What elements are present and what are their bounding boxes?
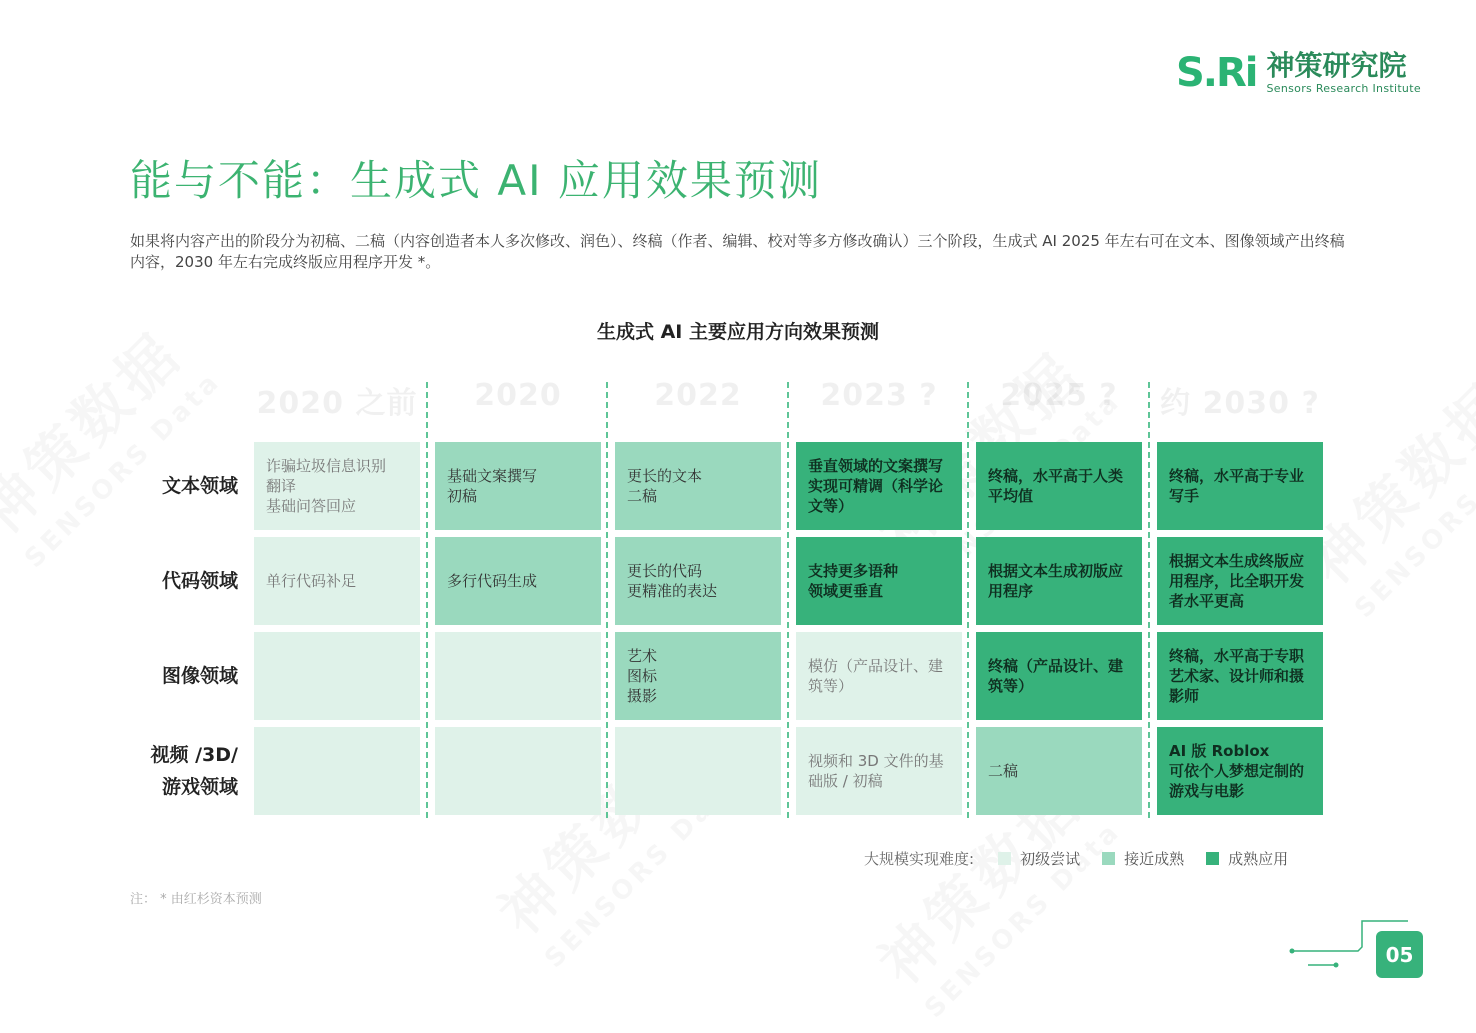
- legend-swatch: [1206, 852, 1219, 865]
- grid-cell: [796, 537, 962, 625]
- grid-cell-text: 终稿，水平高于专职艺术家、设计师和摄影师: [1169, 647, 1305, 705]
- grid-cell-text: 根据文本生成终版应用程序，比全职开发者水平更高: [1169, 552, 1305, 610]
- footnote: 注： * 由红杉资本预测: [130, 892, 262, 907]
- column-divider: [1148, 382, 1150, 818]
- grid-cell: [254, 632, 420, 720]
- grid-cell-text: 诈骗垃圾信息识别 翻译 基础问答回应: [266, 457, 387, 515]
- grid-cell-text: 二稿: [988, 762, 1019, 780]
- column-divider: [606, 382, 608, 818]
- logo-text: [1266, 49, 1421, 95]
- grid-cell: [976, 442, 1142, 530]
- grid-cell: [796, 727, 962, 815]
- grid-cell: [615, 442, 781, 530]
- legend-swatch: [1102, 852, 1115, 865]
- row-label-code: 代码领域: [161, 570, 238, 592]
- row-label-image: 图像领域: [161, 665, 238, 687]
- grid-cell-text: 单行代码补足: [266, 572, 357, 590]
- year-header: 2025 ?: [1000, 378, 1118, 413]
- row-label-text: 文本领域: [161, 475, 238, 497]
- grid-cell: [615, 727, 781, 815]
- grid-cell-text: 视频和 3D 文件的基础版 / 初稿: [808, 752, 944, 790]
- year-header: 2023 ?: [820, 378, 938, 413]
- year-header: 2022: [654, 378, 742, 413]
- grid-cell: [435, 537, 601, 625]
- grid-cell: [1157, 537, 1323, 625]
- column-divider: [787, 382, 789, 818]
- logo-name-cn: 神策研究院: [1266, 49, 1407, 82]
- grid-cell: [796, 442, 962, 530]
- grid-cell: [615, 632, 781, 720]
- legend-text: 接近成熟: [1124, 850, 1185, 868]
- legend-item: [1206, 848, 1288, 869]
- grid-cell: [435, 632, 601, 720]
- grid-cell: [435, 442, 601, 530]
- grid-cell: [796, 632, 962, 720]
- grid-cell: [976, 727, 1142, 815]
- grid-cell: [1157, 727, 1323, 815]
- grid-cell-text: 更长的代码 更精准的表达: [627, 562, 718, 600]
- grid-cell-text: 模仿（产品设计、建筑等）: [808, 657, 944, 695]
- grid-cell-text: 基础文案撰写 初稿: [447, 467, 538, 505]
- grid-cell: [1157, 442, 1323, 530]
- grid-cell-text: 终稿，水平高于人类平均值: [988, 467, 1124, 505]
- table-title: 生成式 AI 主要应用方向效果预测: [596, 321, 879, 343]
- logo: [1176, 50, 1421, 96]
- year-header: 约 2030 ?: [1160, 386, 1320, 421]
- legend-text: 初级尝试: [1020, 850, 1081, 868]
- column-divider: [426, 382, 428, 818]
- grid-cell-text: 终稿（产品设计、建筑等）: [988, 657, 1124, 695]
- grid-cell-text: AI 版 Roblox 可依个人梦想定制的游戏与电影: [1169, 742, 1305, 800]
- legend-item: [998, 848, 1080, 869]
- grid-cell: [435, 727, 601, 815]
- legend-item: [1102, 848, 1184, 869]
- year-header: 2020: [474, 378, 562, 413]
- grid-cell-text: 垂直领域的文案撰写实现可精调（科学论文等）: [808, 457, 944, 515]
- grid-cell: [254, 442, 420, 530]
- grid-cell: [254, 727, 420, 815]
- grid-cell: [976, 632, 1142, 720]
- logo-name-en: Sensors Research Institute: [1266, 82, 1421, 95]
- grid-cell-text: 支持更多语种 领域更垂直: [808, 562, 899, 600]
- grid-cell: [1157, 632, 1323, 720]
- legend: [864, 848, 1288, 869]
- legend-text: 成熟应用: [1228, 850, 1289, 868]
- page-title: 能与不能：生成式 AI 应用效果预测: [130, 156, 822, 205]
- grid-cell: [976, 537, 1142, 625]
- column-divider: [967, 382, 969, 818]
- intro-paragraph: 如果将内容产出的阶段分为初稿、二稿（内容创造者本人多次修改、润色）、终稿（作者、编辑、校对等多方修改确认）三个阶段，生成式 AI 2025 年左右可在文本、图像领域产出终稿内容，2030 年左右完成终版应用程序开发 *。: [130, 232, 1345, 271]
- legend-swatch: [998, 852, 1011, 865]
- grid-cell-text: 多行代码生成: [447, 572, 538, 590]
- grid-cell-text: 终稿，水平高于专业写手: [1169, 467, 1305, 505]
- grid-cell: [615, 537, 781, 625]
- grid-cell-text: 根据文本生成初版应用程序: [988, 562, 1124, 600]
- grid-cell: [254, 537, 420, 625]
- year-header: 2020 之前: [256, 386, 418, 421]
- legend-label: 大规模实现难度:: [864, 850, 975, 868]
- logo-mark: S.Ri: [1176, 50, 1257, 96]
- grid-cell-text: 艺术 图标 摄影: [627, 647, 658, 705]
- watermark: [0, 304, 227, 574]
- row-label-video-3d-game: 视频 /3D/ 游戏领域: [150, 744, 238, 798]
- grid-cell-text: 更长的文本 二稿: [627, 467, 703, 505]
- page-number: 05: [1376, 931, 1423, 978]
